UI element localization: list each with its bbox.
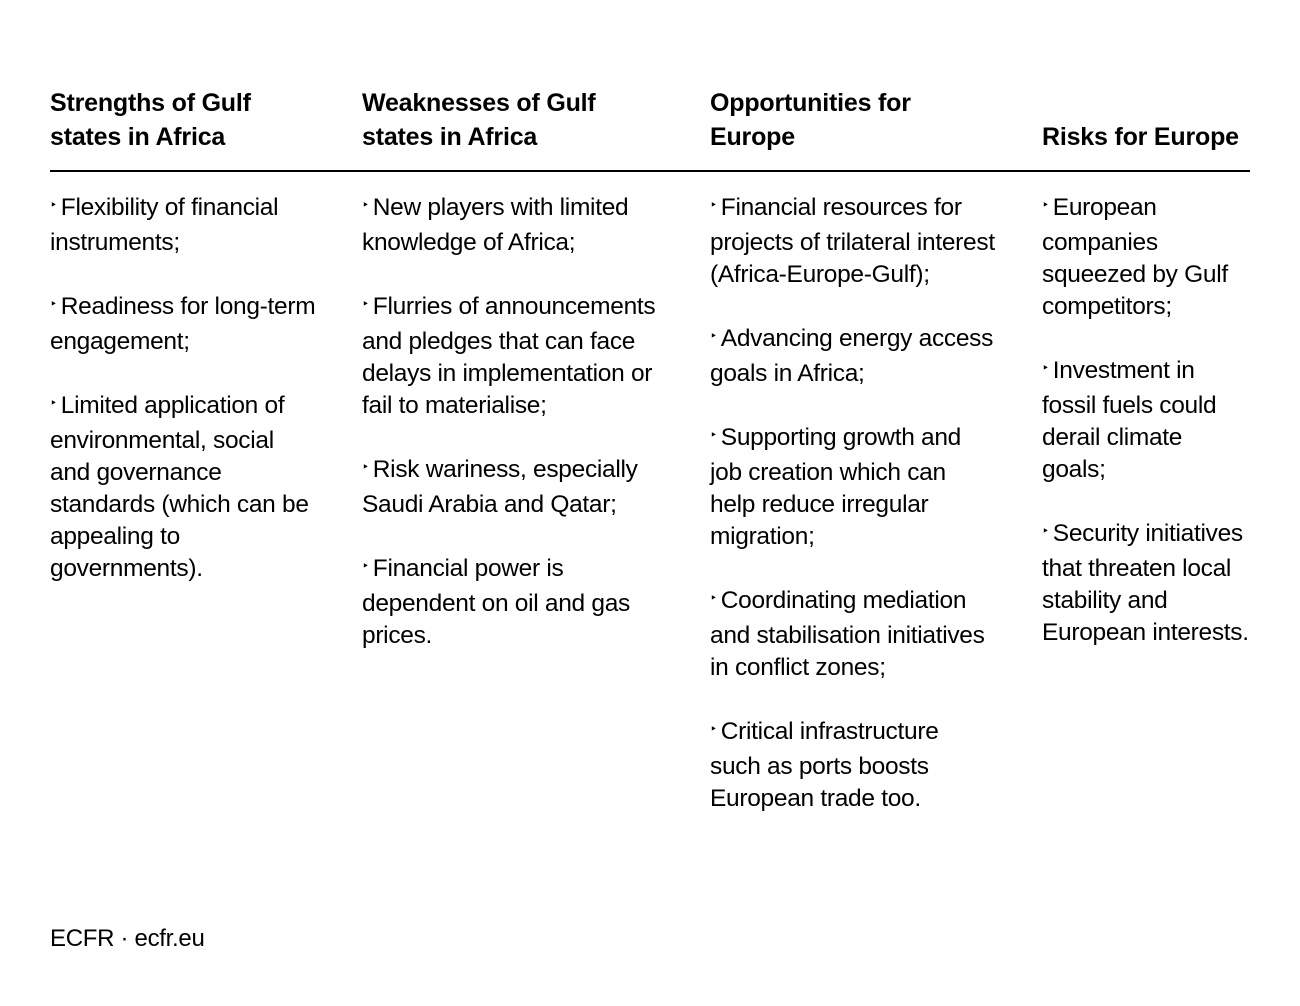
list-item: ‣ Financial resources for projects of trilateral interest (Africa-Europe-Gulf);: [710, 194, 995, 288]
column-risks: [1042, 192, 1250, 681]
comparison-table: [50, 86, 1250, 812]
list-item: ‣ Flurries of announcements and pledges that can face delays in implementation or fail to materialise;: [362, 293, 656, 419]
bullet-icon: ‣: [362, 559, 369, 573]
bullet-icon: ‣: [710, 591, 717, 605]
bullet-icon: ‣: [710, 198, 717, 212]
header-strengths: Strengths of Gulf states in Africa: [50, 89, 251, 151]
list-item: ‣ Financial power is dependent on oil and gas prices.: [362, 555, 630, 649]
list-item: ‣ Limited application of environmental, social and governance standards (which can be appealing to governments).: [50, 392, 309, 582]
bullet-icon: ‣: [50, 396, 57, 410]
list-item: ‣ Flexibility of financial instruments;: [50, 194, 279, 256]
bullet-icon: ‣: [1042, 198, 1049, 212]
bullet-icon: ‣: [362, 460, 369, 474]
table-header-row: [50, 86, 1250, 172]
source-footer: ECFR · ecfr.eu: [50, 925, 205, 952]
bullet-icon: ‣: [710, 722, 717, 736]
list-item: ‣ Investment in fossil fuels could derail climate goals;: [1042, 357, 1217, 483]
column-strengths: [50, 192, 320, 617]
bullet-icon: ‣: [1042, 524, 1049, 538]
bullet-icon: ‣: [710, 329, 717, 343]
list-item: ‣ Coordinating mediation and stabilisation initiatives in conflict zones;: [710, 587, 985, 681]
column-weaknesses: [362, 192, 662, 684]
bullet-icon: ‣: [362, 198, 369, 212]
list-item: ‣ Critical infrastructure such as ports boosts European trade too.: [710, 718, 939, 812]
list-item: ‣ New players with limited knowledge of Africa;: [362, 194, 629, 256]
bullet-icon: ‣: [50, 198, 57, 212]
list-item: ‣ Risk wariness, especially Saudi Arabia and Qatar;: [362, 456, 638, 518]
header-opportunities: Opportunities for Europe: [710, 89, 911, 151]
list-item: ‣ Supporting growth and job creation which can help reduce irregular migration;: [710, 424, 962, 550]
bullet-icon: ‣: [710, 428, 717, 442]
header-weaknesses: Weaknesses of Gulf states in Africa: [362, 89, 596, 151]
list-item: ‣ Readiness for long-term engagement;: [50, 293, 316, 355]
header-risks: Risks for Europe: [1042, 123, 1239, 151]
bullet-icon: ‣: [362, 297, 369, 311]
list-item: ‣ Security initiatives that threaten local stability and European interests.: [1042, 520, 1249, 646]
list-item: ‣ European companies squeezed by Gulf competitors;: [1042, 194, 1228, 320]
column-opportunities: [710, 192, 995, 847]
list-item: ‣ Advancing energy access goals in Africa;: [710, 325, 994, 387]
bullet-icon: ‣: [1042, 361, 1049, 375]
bullet-icon: ‣: [50, 297, 57, 311]
